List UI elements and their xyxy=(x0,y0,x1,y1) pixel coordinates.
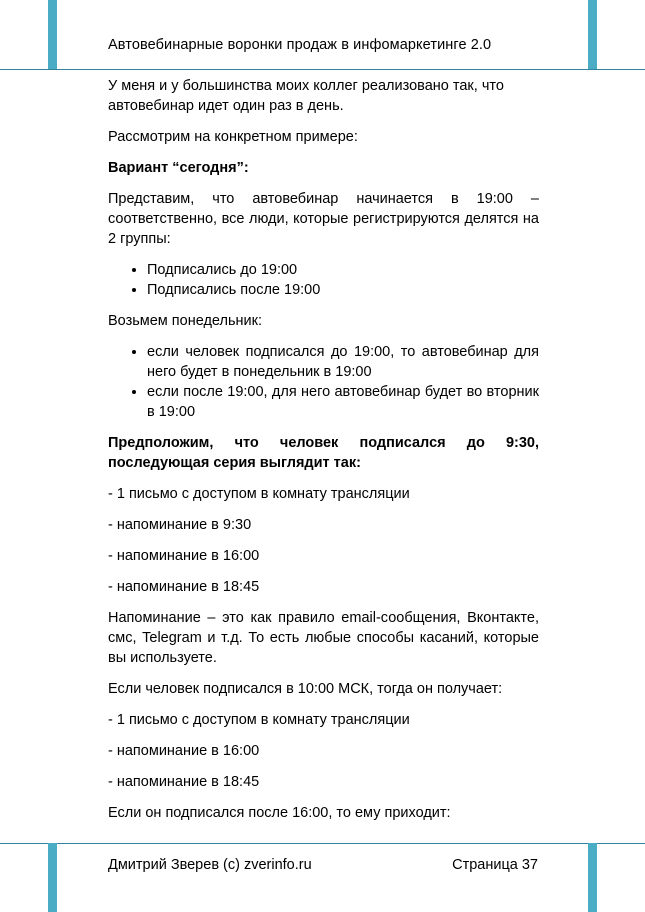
left-bottom-bar xyxy=(48,843,57,912)
groups-list xyxy=(108,260,539,300)
series-item: - напоминание в 9:30 xyxy=(108,517,252,533)
series-item: - напоминание в 18:45 xyxy=(108,579,260,595)
series-item: - 1 письмо с доступом в комнату трансляции xyxy=(108,712,410,728)
heading-variant-today: Вариант “сегодня”: xyxy=(108,160,249,176)
footer-page-number: Страница 37 xyxy=(452,857,538,873)
paragraph-10am: Если человек подписался в 10:00 МСК, тогда он получает: xyxy=(108,681,503,697)
header-rule xyxy=(0,69,645,70)
paragraph-groups-intro: Представим, что автовебинар начинается в 19:00 – соответственно, все люди, которые регистрируются делятся на 2 группы: xyxy=(108,191,539,247)
list-item: • если человек подписался до 19:00, то автовебинар для него будет в понедельник в 19:00 xyxy=(147,342,539,382)
paragraph-reminder-def: Напоминание – это как правило email-сообщения, Вконтакте, смс, Telegram и т.д. То есть любые способы касаний, которые вы используете. xyxy=(108,610,539,666)
page-header-title: Автовебинарные воронки продаж в инфомаркетинге 2.0 xyxy=(108,37,492,53)
right-bottom-bar xyxy=(588,843,597,912)
series-item: - напоминание в 18:45 xyxy=(108,774,260,790)
paragraph-intro: У меня и у большинства моих коллег реализовано так, что автовебинар идет один раз в день. xyxy=(108,78,504,114)
list-item: • если после 19:00, для него автовебинар будет во вторник в 19:00 xyxy=(147,382,539,422)
series-item: - 1 письмо с доступом в комнату трансляции xyxy=(108,486,410,502)
footer-rule xyxy=(0,843,645,844)
list-item: • Подписались до 19:00 xyxy=(147,260,539,280)
list-item: • Подписались после 19:00 xyxy=(147,280,539,300)
page-content xyxy=(108,76,539,834)
heading-before-930: Предположим, что человек подписался до 9:30, последующая серия выглядит так: xyxy=(108,435,539,471)
series-item: - напоминание в 16:00 xyxy=(108,548,260,564)
right-top-bar xyxy=(588,0,597,70)
footer-author: Дмитрий Зверев (c) zverinfo.ru xyxy=(108,857,312,873)
paragraph-example: Рассмотрим на конкретном примере: xyxy=(108,129,358,145)
series-item: - напоминание в 16:00 xyxy=(108,743,260,759)
monday-list xyxy=(108,342,539,422)
left-top-bar xyxy=(48,0,57,70)
paragraph-after-16: Если он подписался после 16:00, то ему приходит: xyxy=(108,805,451,821)
paragraph-monday: Возьмем понедельник: xyxy=(108,313,263,329)
